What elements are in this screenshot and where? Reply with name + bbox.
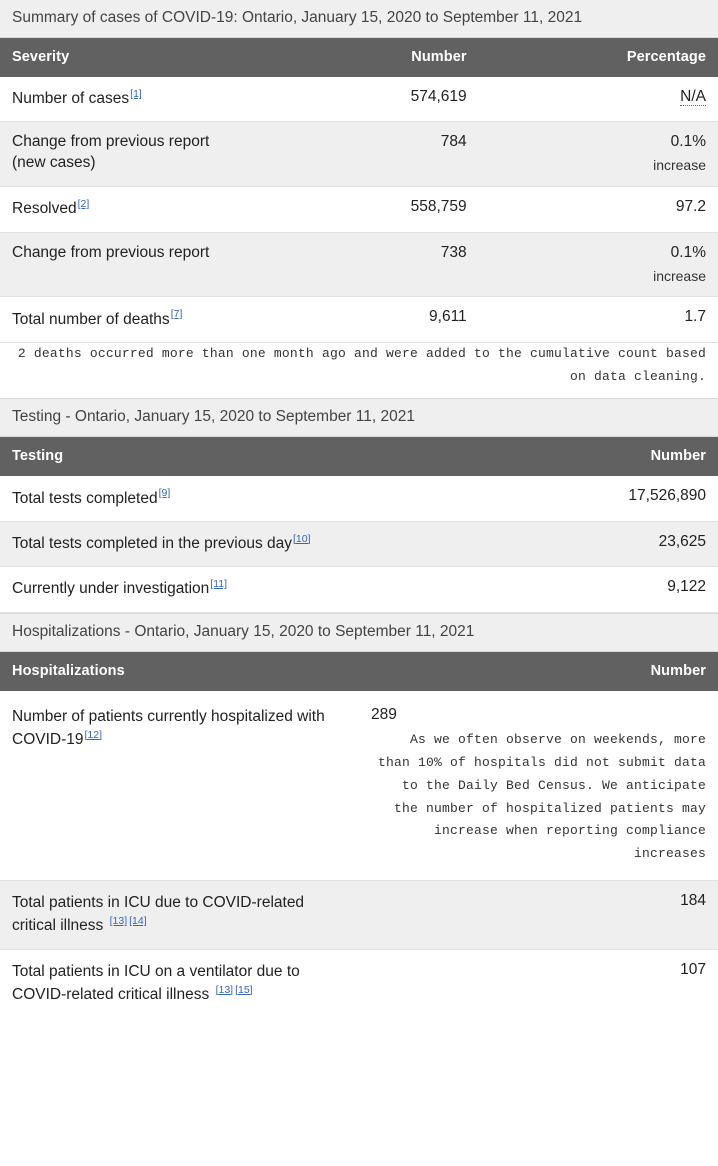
- reference-link[interactable]: [11]: [210, 578, 228, 591]
- column-header-number: Number: [359, 437, 718, 477]
- row-percentage: 97.2: [479, 187, 718, 232]
- row-label-cell: [0, 521, 359, 566]
- column-header-number: Number: [239, 38, 478, 78]
- row-label-cell: [0, 691, 359, 877]
- row-number: 184: [359, 880, 718, 949]
- table-row: [0, 476, 718, 521]
- row-value-cell: [359, 691, 718, 877]
- row-percentage: [479, 232, 718, 297]
- column-header-percentage: Percentage: [479, 38, 718, 78]
- row-percentage: [479, 77, 718, 122]
- testing-caption-row: [0, 399, 718, 437]
- reference-group: [214, 983, 253, 1003]
- summary-header-row: [0, 38, 718, 78]
- row-percentage: 1.7: [479, 297, 718, 342]
- row-number: 738: [239, 232, 478, 297]
- row-percentage-direction: increase: [653, 157, 706, 174]
- reference-link[interactable]: [15]: [235, 983, 253, 996]
- row-percentage-value: 0.1%: [670, 133, 706, 151]
- row-label-cell: [0, 187, 239, 232]
- testing-table: [0, 398, 718, 612]
- table-row: [0, 691, 718, 877]
- summary-of-cases-table: [0, 0, 718, 398]
- testing-caption: Testing - Ontario, January 15, 2020 to September 11, 2021: [0, 399, 718, 437]
- column-header-testing: Testing: [0, 437, 359, 477]
- reference-link[interactable]: [13]: [109, 915, 128, 928]
- row-label: Change from previous report: [12, 243, 210, 261]
- reference-link[interactable]: [9]: [158, 487, 171, 500]
- row-percentage-direction: increase: [653, 267, 706, 284]
- table-row: [0, 122, 718, 187]
- table-row: [0, 567, 718, 612]
- table-row: [0, 521, 718, 566]
- reference-link[interactable]: [7]: [170, 308, 183, 321]
- hospitalization-note: As we often observe on weekends, more than 10% of hospitals did not submit data to the Daily Bed Census. We anticipate the number of hospitalized patients may increase when reporting compliance increases: [377, 732, 706, 862]
- row-label-cell: [0, 949, 359, 1017]
- column-header-hospitalizations: Hospitalizations: [0, 651, 359, 691]
- table-row: [0, 297, 718, 342]
- hospitalizations-caption-row: [0, 613, 718, 651]
- row-label: Total tests completed in the previous day: [12, 534, 293, 552]
- row-number: 17,526,890: [359, 476, 718, 521]
- row-number: 23,625: [359, 521, 718, 566]
- summary-caption-row: [0, 0, 718, 38]
- reference-link[interactable]: [10]: [293, 532, 311, 545]
- column-header-number: Number: [359, 651, 718, 691]
- hospitalizations-header-row: [0, 651, 718, 691]
- reference-link[interactable]: [2]: [77, 198, 90, 211]
- table-row: [0, 187, 718, 232]
- row-label: Total number of deaths: [12, 310, 170, 328]
- row-label: Total patients in ICU on a ventilator due to COVID-related critical illness: [12, 962, 300, 1004]
- row-label: Resolved: [12, 200, 77, 218]
- table-row: [0, 232, 718, 297]
- reference-link[interactable]: [13]: [215, 983, 234, 996]
- summary-caption: Summary of cases of COVID-19: Ontario, January 15, 2020 to September 11, 2021: [0, 0, 718, 38]
- row-percentage: [479, 122, 718, 187]
- row-label: Change from previous report (new cases): [12, 133, 210, 172]
- row-label: Total tests completed: [12, 489, 158, 507]
- row-label-cell: [0, 476, 359, 521]
- row-number: 289: [371, 705, 397, 723]
- testing-header-row: [0, 437, 718, 477]
- row-label-cell: [0, 880, 359, 949]
- reference-link[interactable]: [14]: [129, 915, 147, 928]
- table-row: [0, 77, 718, 122]
- row-label-cell: [0, 297, 239, 342]
- row-number: 574,619: [239, 77, 478, 122]
- row-label: Number of patients currently hospitalized with COVID-19: [12, 707, 325, 748]
- hospitalizations-table: [0, 613, 718, 1018]
- row-number: 9,611: [239, 297, 478, 342]
- deaths-note: 2 deaths occurred more than one month ago and were added to the cumulative count based on data cleaning.: [17, 345, 706, 384]
- table-row: [0, 880, 718, 949]
- reference-link[interactable]: [12]: [84, 728, 103, 741]
- row-label: Total patients in ICU due to COVID-related critical illness: [12, 893, 305, 935]
- row-percentage-value: 0.1%: [670, 243, 706, 261]
- table-note-row: [0, 342, 718, 398]
- row-label-cell: [0, 232, 239, 297]
- row-label: Number of cases: [12, 90, 130, 108]
- reference-link[interactable]: [1]: [130, 88, 142, 100]
- row-label-cell: [0, 122, 239, 187]
- row-percentage-value: N/A: [680, 88, 706, 105]
- row-number: 107: [359, 949, 718, 1017]
- row-number: 784: [239, 122, 478, 187]
- row-label-cell: [0, 567, 359, 612]
- reference-group: [108, 917, 147, 934]
- row-number: 9,122: [359, 567, 718, 612]
- row-label: Currently under investigation: [12, 580, 210, 598]
- hospitalizations-caption: Hospitalizations - Ontario, January 15, 2020 to September 11, 2021: [0, 613, 718, 651]
- table-row: [0, 949, 718, 1017]
- column-header-severity: Severity: [0, 38, 239, 78]
- row-label-cell: [0, 77, 239, 122]
- row-number: 558,759: [239, 187, 478, 232]
